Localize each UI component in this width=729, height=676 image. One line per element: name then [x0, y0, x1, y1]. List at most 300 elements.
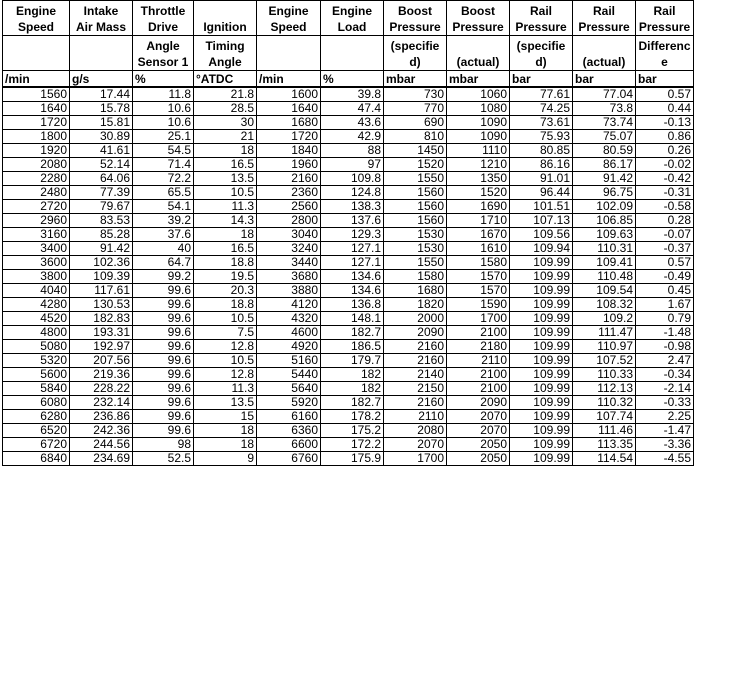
table-cell: 6840 [3, 452, 70, 466]
table-cell: 99.6 [133, 368, 194, 382]
table-cell: 109.99 [510, 424, 573, 438]
subheader-cell: (actual) [447, 36, 510, 71]
table-row [3, 228, 694, 242]
table-cell: 134.6 [321, 270, 384, 284]
table-cell: 73.8 [573, 102, 636, 116]
table-cell: 10.5 [194, 312, 257, 326]
table-cell: 3800 [3, 270, 70, 284]
data-table [2, 0, 694, 466]
table-cell: 2160 [257, 172, 321, 186]
table-cell: 172.2 [321, 438, 384, 452]
table-cell: 86.16 [510, 158, 573, 172]
table-row [3, 382, 694, 396]
table-cell: 5440 [257, 368, 321, 382]
table-cell: 2080 [3, 158, 70, 172]
table-cell: 1560 [384, 214, 447, 228]
table-cell: 2800 [257, 214, 321, 228]
table-cell: 101.51 [510, 200, 573, 214]
table-cell: 2070 [447, 424, 510, 438]
table-cell: 107.74 [573, 410, 636, 424]
table-cell: 810 [384, 130, 447, 144]
table-cell: 109.99 [510, 382, 573, 396]
table-cell: 4520 [3, 312, 70, 326]
table-cell: 1080 [447, 102, 510, 116]
table-cell: 110.97 [573, 340, 636, 354]
table-cell: 0.57 [636, 256, 694, 270]
subheader-cell [3, 36, 70, 71]
table-cell: 1550 [384, 172, 447, 186]
table-row [3, 102, 694, 116]
subheader-cell [257, 36, 321, 71]
table-cell: 39.8 [321, 87, 384, 102]
table-row [3, 410, 694, 424]
table-cell: 77.61 [510, 87, 573, 102]
table-cell: 109.2 [573, 312, 636, 326]
table-cell: 109.99 [510, 396, 573, 410]
table-cell: 111.46 [573, 424, 636, 438]
table-cell: 109.99 [510, 354, 573, 368]
subheader-cell [70, 36, 133, 71]
table-cell: 99.6 [133, 410, 194, 424]
table-cell: 178.2 [321, 410, 384, 424]
unit-cell: % [133, 71, 194, 88]
table-cell: 5640 [257, 382, 321, 396]
table-cell: 102.09 [573, 200, 636, 214]
table-cell: 11.3 [194, 200, 257, 214]
table-cell: 18.8 [194, 298, 257, 312]
table-cell: 234.69 [70, 452, 133, 466]
table-cell: 1960 [257, 158, 321, 172]
table-cell: 1840 [257, 144, 321, 158]
table-cell: 9 [194, 452, 257, 466]
table-row [3, 340, 694, 354]
table-cell: 109.39 [70, 270, 133, 284]
table-cell: 1720 [257, 130, 321, 144]
table-row [3, 256, 694, 270]
table-cell: 91.42 [573, 172, 636, 186]
table-cell: 13.5 [194, 396, 257, 410]
table-cell: 1210 [447, 158, 510, 172]
table-cell: 4120 [257, 298, 321, 312]
table-cell: 6720 [3, 438, 70, 452]
table-row [3, 214, 694, 228]
table-cell: 1110 [447, 144, 510, 158]
table-cell: 10.6 [133, 102, 194, 116]
unit-cell: mbar [447, 71, 510, 88]
table-cell: 109.56 [510, 228, 573, 242]
table-cell: 1550 [384, 256, 447, 270]
header-row [3, 1, 694, 36]
table-cell: 124.8 [321, 186, 384, 200]
table-cell: 43.6 [321, 116, 384, 130]
table-cell: 244.56 [70, 438, 133, 452]
table-cell: 54.1 [133, 200, 194, 214]
table-cell: 3400 [3, 242, 70, 256]
unit-cell: bar [510, 71, 573, 88]
table-cell: 2160 [384, 340, 447, 354]
table-cell: 109.99 [510, 438, 573, 452]
table-cell: 2070 [447, 410, 510, 424]
table-cell: 99.6 [133, 382, 194, 396]
table-cell: 4600 [257, 326, 321, 340]
table-cell: 1600 [257, 87, 321, 102]
table-cell: 127.1 [321, 242, 384, 256]
table-cell: 85.28 [70, 228, 133, 242]
table-row [3, 242, 694, 256]
table-cell: 106.85 [573, 214, 636, 228]
table-cell: 6760 [257, 452, 321, 466]
table-cell: 18 [194, 438, 257, 452]
table-row [3, 200, 694, 214]
table-cell: 1720 [3, 116, 70, 130]
table-row [3, 326, 694, 340]
table-cell: 73.74 [573, 116, 636, 130]
table-cell: 80.85 [510, 144, 573, 158]
table-cell: 99.6 [133, 340, 194, 354]
table-cell: 1520 [384, 158, 447, 172]
table-cell: -0.34 [636, 368, 694, 382]
table-cell: 1530 [384, 242, 447, 256]
table-cell: 15.81 [70, 116, 133, 130]
unit-cell: bar [636, 71, 694, 88]
table-cell: 236.86 [70, 410, 133, 424]
table-cell: 11.3 [194, 382, 257, 396]
table-cell: 96.75 [573, 186, 636, 200]
table-cell: 88 [321, 144, 384, 158]
table-cell: 4280 [3, 298, 70, 312]
unit-cell: /min [257, 71, 321, 88]
table-cell: 21.8 [194, 87, 257, 102]
table-cell: 41.61 [70, 144, 133, 158]
table-row [3, 186, 694, 200]
subheader-row [3, 36, 694, 71]
table-cell: 2110 [447, 354, 510, 368]
table-cell: 2960 [3, 214, 70, 228]
table-row [3, 284, 694, 298]
header-cell: Engine Load [321, 1, 384, 36]
table-cell: 109.99 [510, 312, 573, 326]
table-cell: 110.48 [573, 270, 636, 284]
table-cell: 16.5 [194, 158, 257, 172]
table-cell: 98 [133, 438, 194, 452]
table-cell: 86.17 [573, 158, 636, 172]
table-cell: 42.9 [321, 130, 384, 144]
table-cell: 1590 [447, 298, 510, 312]
table-cell: -0.13 [636, 116, 694, 130]
table-cell: 97 [321, 158, 384, 172]
table-cell: 2480 [3, 186, 70, 200]
table-cell: 28.5 [194, 102, 257, 116]
table-cell: -0.58 [636, 200, 694, 214]
table-cell: 770 [384, 102, 447, 116]
table-cell: 25.1 [133, 130, 194, 144]
table-cell: 52.14 [70, 158, 133, 172]
subheader-cell: Angle Sensor 1 [133, 36, 194, 71]
table-cell: 2070 [384, 438, 447, 452]
table-cell: 2090 [384, 326, 447, 340]
table-cell: 1580 [384, 270, 447, 284]
table-cell: 148.1 [321, 312, 384, 326]
table-cell: 13.5 [194, 172, 257, 186]
table-cell: 64.06 [70, 172, 133, 186]
header-cell: Engine Speed [257, 1, 321, 36]
table-cell: 5160 [257, 354, 321, 368]
table-cell: -0.31 [636, 186, 694, 200]
table-cell: -0.42 [636, 172, 694, 186]
table-cell: 16.5 [194, 242, 257, 256]
table-cell: 109.99 [510, 410, 573, 424]
table-cell: 228.22 [70, 382, 133, 396]
header-cell: Boost Pressure [384, 1, 447, 36]
table-cell: 99.6 [133, 312, 194, 326]
table-cell: 111.47 [573, 326, 636, 340]
table-cell: 1090 [447, 116, 510, 130]
table-cell: 207.56 [70, 354, 133, 368]
table-cell: 65.5 [133, 186, 194, 200]
table-cell: 2050 [447, 452, 510, 466]
table-cell: 71.4 [133, 158, 194, 172]
table-cell: 77.04 [573, 87, 636, 102]
table-cell: 1640 [257, 102, 321, 116]
table-row [3, 396, 694, 410]
unit-cell: /min [3, 71, 70, 88]
table-cell: 109.8 [321, 172, 384, 186]
table-cell: 117.61 [70, 284, 133, 298]
table-cell: 193.31 [70, 326, 133, 340]
table-cell: 4040 [3, 284, 70, 298]
table-cell: 108.32 [573, 298, 636, 312]
table-cell: 2090 [447, 396, 510, 410]
table-cell: 6080 [3, 396, 70, 410]
table-cell: 110.33 [573, 368, 636, 382]
table-cell: 129.3 [321, 228, 384, 242]
table-cell: 1670 [447, 228, 510, 242]
table-cell: 75.07 [573, 130, 636, 144]
table-cell: 5840 [3, 382, 70, 396]
table-cell: 80.59 [573, 144, 636, 158]
subheader-cell: (specifie d) [510, 36, 573, 71]
table-cell: 52.5 [133, 452, 194, 466]
table-cell: 182.7 [321, 396, 384, 410]
table-cell: 109.99 [510, 298, 573, 312]
table-row [3, 172, 694, 186]
table-row [3, 298, 694, 312]
table-cell: 2180 [447, 340, 510, 354]
table-row [3, 452, 694, 466]
table-cell: 1560 [384, 200, 447, 214]
table-cell: 73.61 [510, 116, 573, 130]
table-cell: 182 [321, 382, 384, 396]
table-cell: 1820 [384, 298, 447, 312]
table-cell: 109.99 [510, 326, 573, 340]
table-cell: 1800 [3, 130, 70, 144]
table-cell: 79.67 [70, 200, 133, 214]
table-cell: 0.86 [636, 130, 694, 144]
table-cell: 72.2 [133, 172, 194, 186]
table-cell: 83.53 [70, 214, 133, 228]
table-cell: 109.99 [510, 452, 573, 466]
table-cell: 1560 [3, 87, 70, 102]
table-cell: 137.6 [321, 214, 384, 228]
table-cell: 6160 [257, 410, 321, 424]
table-cell: 107.52 [573, 354, 636, 368]
table-cell: 4320 [257, 312, 321, 326]
table-cell: 127.1 [321, 256, 384, 270]
table-cell: 2360 [257, 186, 321, 200]
table-cell: 1060 [447, 87, 510, 102]
table-cell: 18 [194, 228, 257, 242]
units-row [3, 71, 694, 88]
table-cell: 109.63 [573, 228, 636, 242]
table-cell: 110.31 [573, 242, 636, 256]
table-cell: 182.83 [70, 312, 133, 326]
table-cell: 109.99 [510, 368, 573, 382]
table-cell: 1700 [447, 312, 510, 326]
table-cell: 5600 [3, 368, 70, 382]
table-cell: 75.93 [510, 130, 573, 144]
table-cell: 1580 [447, 256, 510, 270]
table-cell: 40 [133, 242, 194, 256]
unit-cell: bar [573, 71, 636, 88]
table-cell: 2150 [384, 382, 447, 396]
table-cell: 2.25 [636, 410, 694, 424]
table-cell: 1450 [384, 144, 447, 158]
unit-cell: g/s [70, 71, 133, 88]
table-cell: 232.14 [70, 396, 133, 410]
table-cell: -4.55 [636, 452, 694, 466]
header-cell: Boost Pressure [447, 1, 510, 36]
table-cell: 2140 [384, 368, 447, 382]
table-cell: 6600 [257, 438, 321, 452]
table-cell: 179.7 [321, 354, 384, 368]
table-cell: 74.25 [510, 102, 573, 116]
table-row [3, 87, 694, 102]
table-cell: 182 [321, 368, 384, 382]
table-cell: 99.6 [133, 396, 194, 410]
unit-cell: °ATDC [194, 71, 257, 88]
table-cell: 96.44 [510, 186, 573, 200]
table-cell: 219.36 [70, 368, 133, 382]
table-cell: 99.6 [133, 424, 194, 438]
table-cell: 1090 [447, 130, 510, 144]
table-cell: 15 [194, 410, 257, 424]
table-cell: 186.5 [321, 340, 384, 354]
table-cell: 102.36 [70, 256, 133, 270]
table-cell: 0.57 [636, 87, 694, 102]
table-cell: 2.47 [636, 354, 694, 368]
header-cell: Rail Pressure [573, 1, 636, 36]
table-row [3, 130, 694, 144]
header-cell: Rail Pressure [636, 1, 694, 36]
table-cell: 3160 [3, 228, 70, 242]
table-cell: 112.13 [573, 382, 636, 396]
table-cell: 109.99 [510, 284, 573, 298]
table-cell: -2.14 [636, 382, 694, 396]
table-cell: -0.49 [636, 270, 694, 284]
table-cell: 242.36 [70, 424, 133, 438]
table-cell: 99.6 [133, 284, 194, 298]
table-cell: 0.26 [636, 144, 694, 158]
table-cell: 3600 [3, 256, 70, 270]
table-row [3, 438, 694, 452]
table-cell: 18.8 [194, 256, 257, 270]
table-cell: 4920 [257, 340, 321, 354]
table-cell: 77.39 [70, 186, 133, 200]
table-cell: 175.2 [321, 424, 384, 438]
table-cell: 3040 [257, 228, 321, 242]
table-cell: 91.42 [70, 242, 133, 256]
table-cell: 2560 [257, 200, 321, 214]
table-cell: 99.6 [133, 298, 194, 312]
table-cell: 15.78 [70, 102, 133, 116]
header-cell: Rail Pressure [510, 1, 573, 36]
subheader-cell: Differenc e [636, 36, 694, 71]
table-row [3, 424, 694, 438]
table-cell: 1530 [384, 228, 447, 242]
table-cell: -1.48 [636, 326, 694, 340]
table-row [3, 368, 694, 382]
table-cell: 109.41 [573, 256, 636, 270]
header-cell: Intake Air Mass [70, 1, 133, 36]
table-cell: 730 [384, 87, 447, 102]
table-cell: 2110 [384, 410, 447, 424]
table-cell: 99.6 [133, 326, 194, 340]
table-cell: 1690 [447, 200, 510, 214]
table-cell: 19.5 [194, 270, 257, 284]
table-cell: 1680 [384, 284, 447, 298]
table-cell: 14.3 [194, 214, 257, 228]
table-cell: 2080 [384, 424, 447, 438]
table-cell: -1.47 [636, 424, 694, 438]
table-cell: 10.5 [194, 186, 257, 200]
table-cell: 192.97 [70, 340, 133, 354]
table-cell: 1710 [447, 214, 510, 228]
table-cell: 3240 [257, 242, 321, 256]
table-cell: 134.6 [321, 284, 384, 298]
table-cell: 99.2 [133, 270, 194, 284]
table-cell: 109.94 [510, 242, 573, 256]
table-cell: 6360 [257, 424, 321, 438]
table-cell: 0.44 [636, 102, 694, 116]
subheader-cell: (actual) [573, 36, 636, 71]
unit-cell: % [321, 71, 384, 88]
table-cell: 0.45 [636, 284, 694, 298]
table-cell: 1.67 [636, 298, 694, 312]
table-cell: 2100 [447, 326, 510, 340]
table-cell: 0.28 [636, 214, 694, 228]
table-cell: 54.5 [133, 144, 194, 158]
table-cell: -0.07 [636, 228, 694, 242]
table-cell: 2100 [447, 368, 510, 382]
table-cell: 690 [384, 116, 447, 130]
header-cell: Ignition [194, 1, 257, 36]
table-cell: 17.44 [70, 87, 133, 102]
table-cell: 1570 [447, 284, 510, 298]
table-cell: 107.13 [510, 214, 573, 228]
table-cell: 109.54 [573, 284, 636, 298]
table-cell: -0.98 [636, 340, 694, 354]
header-cell: Throttle Drive [133, 1, 194, 36]
table-cell: 1570 [447, 270, 510, 284]
table-cell: 2050 [447, 438, 510, 452]
table-row [3, 116, 694, 130]
table-cell: 6520 [3, 424, 70, 438]
table-cell: 20.3 [194, 284, 257, 298]
table-cell: 4800 [3, 326, 70, 340]
table-cell: 182.7 [321, 326, 384, 340]
table-cell: 18 [194, 144, 257, 158]
table-row [3, 354, 694, 368]
